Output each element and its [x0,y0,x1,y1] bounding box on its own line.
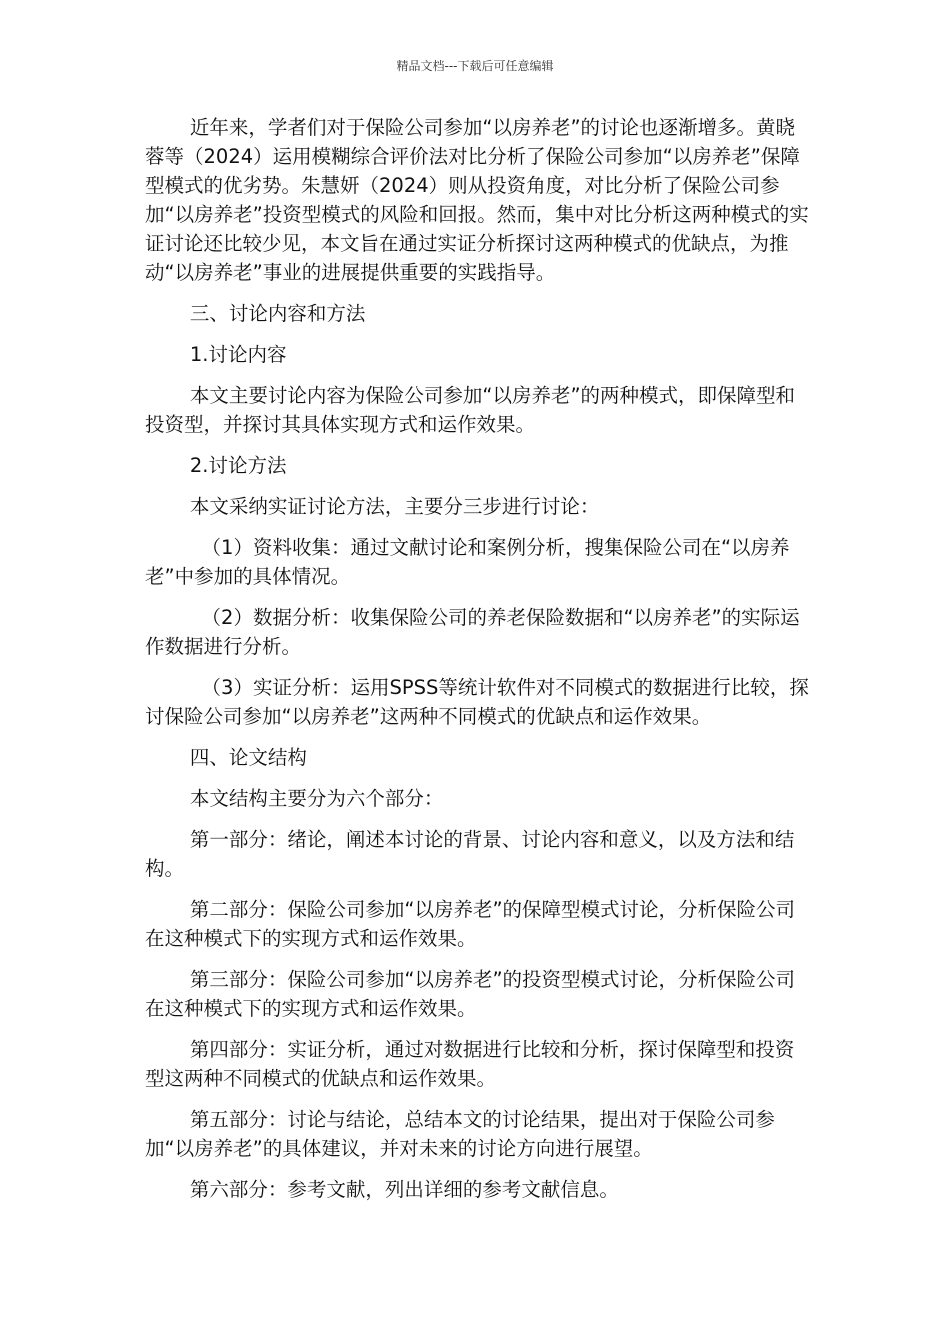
page-header: 精品文档---下载后可任意编辑 [396,59,554,73]
paragraph-part-2: 第二部分：保险公司参加“以房养老”的保障型模式讨论，分析保险公司在这种模式下的实现方式和运作效果。 [145,898,796,950]
subsection-heading-methods: 2.讨论方法 [189,454,287,477]
paragraph-part-4: 第四部分：实证分析，通过对数据进行比较和分析，探讨保障型和投资型这两种不同模式的优缺点和运作效果。 [145,1038,795,1090]
paragraph-methods-intro: 本文采纳实证讨论方法，主要分三步进行讨论： [189,495,600,518]
paragraph-part-6: 第六部分：参考文献，列出详细的参考文献信息。 [189,1178,619,1201]
paragraph-part-3: 第三部分：保险公司参加“以房养老”的投资型模式讨论，分析保险公司在这种模式下的实现方式和运作效果。 [145,968,796,1020]
paragraph-structure-intro: 本文结构主要分为六个部分： [189,787,444,810]
document-body [145,113,813,1216]
list-item-step-1: （1）资料收集：通过文献讨论和案例分析，搜集保险公司在“以房养老”中参加的具体情况。 [145,536,790,588]
paragraph-content: 本文主要讨论内容为保险公司参加“以房养老”的两种模式，即保障型和投资型，并探讨其具体实现方式和运作效果。 [145,384,796,436]
paragraph-part-5: 第五部分：讨论与结论，总结本文的讨论结果，提出对于保险公司参加“以房养老”的具体建议，并对未来的讨论方向进行展望。 [145,1108,775,1160]
section-heading-structure: 四、论文结构 [189,746,307,769]
list-item-step-3: （3）实证分析：运用SPSS等统计软件对不同模式的数据进行比较，探讨保险公司参加“以房养老”这两种不同模式的优缺点和运作效果。 [145,676,809,728]
subsection-heading-content: 1.讨论内容 [189,343,287,366]
paragraph-literature-review: 近年来，学者们对于保险公司参加“以房养老”的讨论也逐渐增多。黄晓蓉等（2024）运用模糊综合评价法对比分析了保险公司参加“以房养老”保障型模式的优劣势。朱慧妍（2024）则从投资角度，对比分析了保险公司参加“以房养老”投资型模式的风险和回报。然而，集中对比分析这两种模式的实证讨论还比较少见，本文旨在通过实证分析探讨这两种模式的优缺点，为推动“以房养老”事业的进展提供重要的实践指导。 [145,116,809,284]
list-item-step-2: （2）数据分析：收集保险公司的养老保险数据和“以房养老”的实际运作数据进行分析。 [145,606,800,658]
paragraph-part-1: 第一部分：绪论，阐述本讨论的背景、讨论内容和意义，以及方法和结构。 [145,828,795,880]
section-heading-content-methods: 三、讨论内容和方法 [189,302,366,325]
